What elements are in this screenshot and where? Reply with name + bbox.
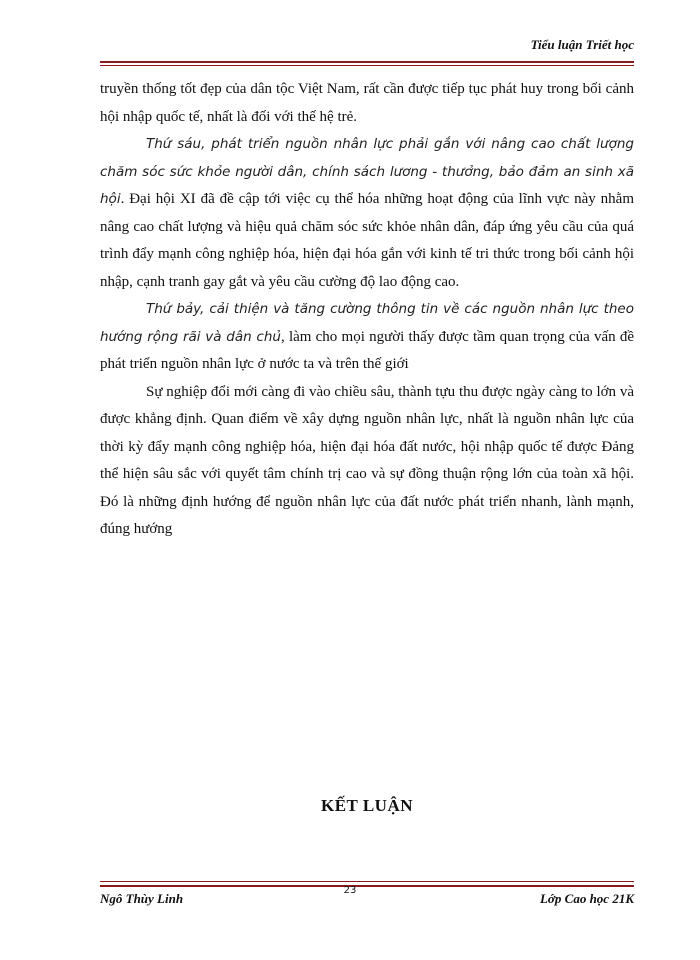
section-heading: KẾT LUẬN xyxy=(320,796,413,815)
page-number: 23 xyxy=(343,885,357,896)
footer-author: Ngô Thùy Linh xyxy=(100,891,184,906)
paragraph-2-text: . Đại hội XI đã đề cập tới việc cụ thể hóa những hoạt động của lĩnh vực này nhằm nâng cao chất lượng và hiệu quả chăm sóc sức khỏe nhân dân, đáp ứng yêu cầu của quá trình đẩy mạnh công nghiệp hóa, hiện đại hóa gắn với kinh tế tri thức trong bối cảnh hội nhập, cạnh tranh gay gắt và yêu cầu cường độ lao động cao. xyxy=(100,191,634,290)
header-rule-thin xyxy=(100,65,634,66)
footer-class: Lớp Cao học 21K xyxy=(539,891,634,906)
header-rule-thick xyxy=(100,61,634,63)
paragraph-4: Sự nghiệp đổi mới càng đi vào chiều sâu, thành tựu thu được ngày càng to lớn và được khẳng định. Quan điểm về xây dựng nguồn nhân lực, nhất là nguồn nhân lực của thời kỳ đẩy mạnh công nghiệp hóa, hiện đại hóa đất nước, hội nhập quốc tế được Đảng thể hiện sâu sắc với quyết tâm chính trị cao và sự đồng thuận rộng lớn của toàn xã hội. Đó là những định hướng để nguồn nhân lực của đất nước phát triển nhanh, lành mạnh, đúng hướng xyxy=(100,383,634,537)
document-body xyxy=(100,76,634,544)
paragraph-1: truyền thống tốt đẹp của dân tộc Việt Nam, rất cần được tiếp tục phát huy trong bối cảnh hội nhập quốc tế, nhất là đối với thế hệ trẻ. xyxy=(100,81,634,125)
paragraph-2-italic: Thứ sáu, phát triển nguồn nhân lực phải gắn với nâng cao chất lượng chăm sóc sức khỏe người dân, chính sách lương - thưởng, bảo đảm an sinh xã hội xyxy=(100,136,634,207)
paragraph-3 xyxy=(100,296,634,379)
paragraph-3-italic: Thứ bảy, cải thiện và tăng cường thông tin về các nguồn nhân lực theo hướng rộng rãi và dân chủ xyxy=(100,301,634,345)
footer-rule-thin xyxy=(100,881,634,882)
paragraph-3-text: , làm cho mọi người thấy được tầm quan trọng của vấn đề phát triển nguồn nhân lực ở nước ta và trên thế giới xyxy=(100,328,634,372)
paragraph-2 xyxy=(100,131,634,296)
document-header-title: Tiểu luận Triết học xyxy=(530,37,634,52)
